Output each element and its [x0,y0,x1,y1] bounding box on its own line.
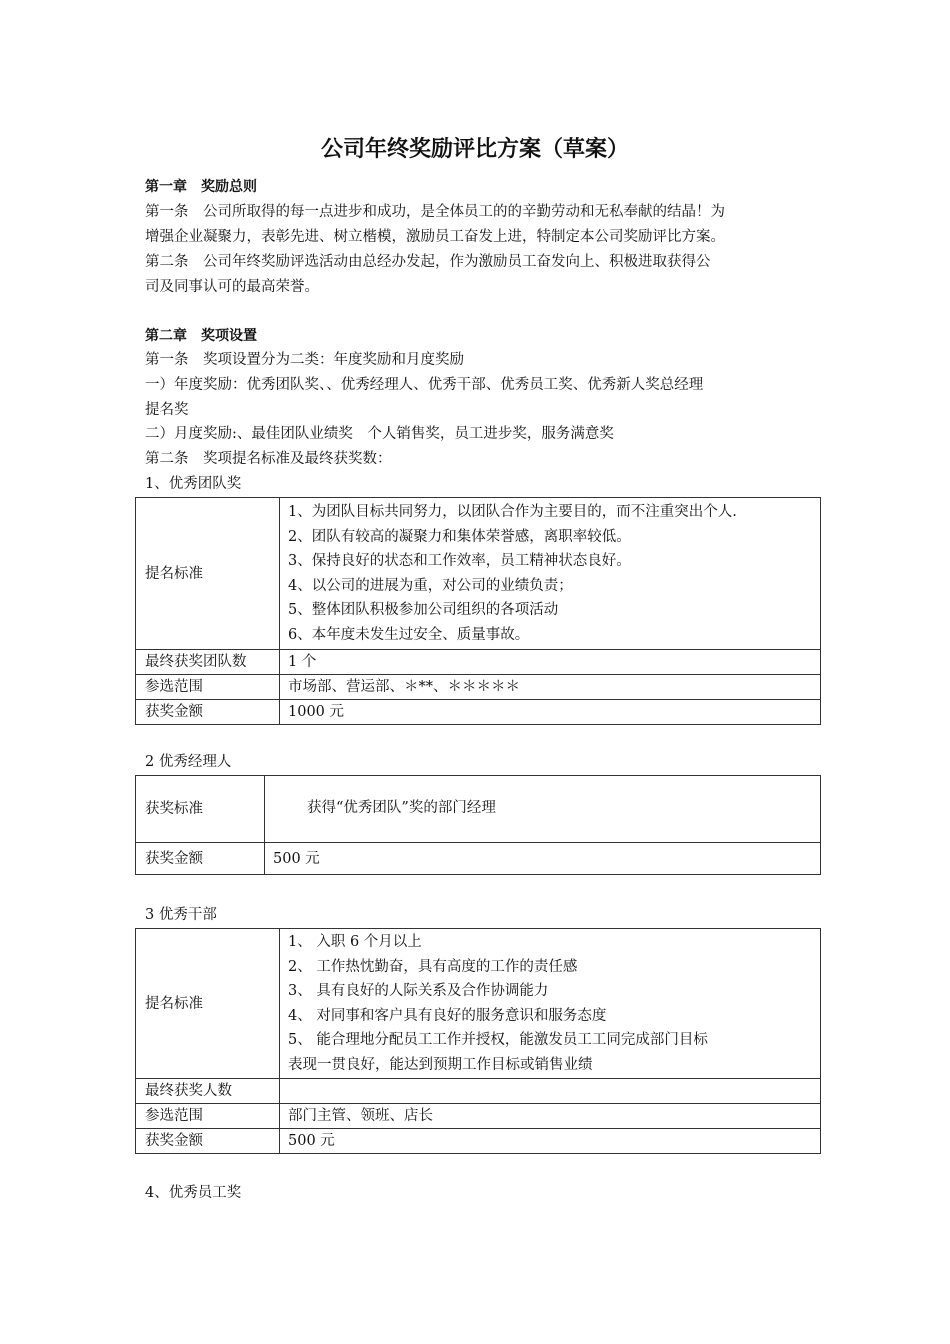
document-title: 公司年终奖励评比方案（草案） [320,137,629,162]
paragraph-line: 增强企业凝聚力，表彰先进、树立楷模，激励员工奋发上进，特制定本公司奖励评比方案。 [145,229,725,245]
criteria-label: 提名标准 [136,498,280,650]
table-row [136,700,821,725]
table-row [136,776,821,843]
row-value: 500 元 [280,1129,821,1154]
row-value: 1000 元 [280,700,821,725]
row-value: 市场部、营运部、＊**、＊＊＊＊＊ [280,675,821,700]
paragraph-line: 第一条 奖项设置分为二类：年度奖励和月度奖励 [145,352,464,368]
row-value: 500 元 [265,843,821,875]
criteria-item: 5、整体团队积极参加公司组织的各项活动 [288,602,559,618]
criteria-list [280,498,821,650]
criteria-item: 6、本年度未发生过安全、质量事故。 [288,626,530,643]
row-label: 获奖标准 [136,776,265,843]
criteria-item: 3、 具有良好的人际关系及合作协调能力 [288,983,549,999]
paragraph-line: 一）年度奖励：优秀团队奖、、优秀经理人、优秀干部、优秀员工奖、优秀新人奖总经理 [145,377,704,393]
row-value: 1 个 [280,650,821,675]
row-value: 部门主管、领班、店长 [280,1104,821,1129]
team-award-table [135,497,821,725]
table-row [136,498,821,650]
manager-award-table [135,775,821,875]
criteria-item: 5、 能合理地分配员工工作并授权，能激发员工工同完成部门目标 [288,1032,708,1048]
criteria-item: 2、团队有较高的凝聚力和集体荣誉感，离职率较低。 [288,528,631,545]
criteria-item: 3、保持良好的状态和工作效率，员工精神状态良好。 [288,553,631,569]
paragraph-line: 第二条 奖项提名标准及最终获奖数： [145,451,392,467]
row-value [280,1079,821,1104]
criteria-item: 2、 工作热忱勤奋，具有高度的工作的责任感 [288,958,578,975]
criteria-label: 提名标准 [136,929,280,1079]
row-label: 最终获奖团队数 [136,650,280,675]
section-heading-employee-award: 4、优秀员工奖 [145,1185,242,1201]
row-label: 获奖金额 [136,1129,280,1154]
table-row [136,843,821,875]
table-row [136,1129,821,1154]
row-label: 参选范围 [136,675,280,700]
table-row [136,1079,821,1104]
table-row [136,929,821,1079]
table-row [136,1104,821,1129]
section-heading-cadre-award: 3 优秀干部 [145,907,217,923]
cadre-award-table [135,928,821,1154]
paragraph-line: 第二条 公司年终奖励评选活动由总经办发起，作为激励员工奋发向上、积极进取获得公 [145,254,711,270]
criteria-list [280,929,821,1079]
criteria-item: 1、 入职 6 个月以上 [288,934,422,950]
chapter-1-heading: 第一章 奖励总则 [145,179,257,195]
table-row [136,675,821,700]
section-heading-manager-award: 2 优秀经理人 [145,754,232,770]
paragraph-line: 第一条 公司所取得的每一点进步和成功，是全体员工的的辛勤劳动和无私奉献的结晶！为 [145,204,725,220]
chapter-2-heading: 第二章 奖项设置 [145,328,257,344]
row-label: 参选范围 [136,1104,280,1129]
paragraph-line: 提名奖 [145,402,189,418]
row-label: 最终获奖人数 [136,1079,280,1104]
row-label: 获奖金额 [136,843,265,875]
criteria-item: 1、为团队目标共同努力，以团队合作为主要目的，而不注重突出个人. [288,504,737,520]
criteria-item: 4、 对同事和客户具有良好的服务意识和服务态度 [288,1007,607,1024]
paragraph-line: 二）月度奖励:、最佳团队业绩奖 个人销售奖，员工进步奖，服务满意奖 [145,426,614,442]
paragraph-line: 司及同事认可的最高荣誉。 [145,279,319,295]
row-value: 获得“优秀团队”奖的部门经理 [265,776,821,843]
section-heading-team-award: 1、优秀团队奖 [145,476,242,492]
criteria-item: 4、以公司的进展为重，对公司的业绩负责； [288,577,573,594]
table-row [136,650,821,675]
row-label: 获奖金额 [136,700,280,725]
criteria-item: 表现一贯良好，能达到预期工作目标或销售业绩 [288,1056,593,1073]
